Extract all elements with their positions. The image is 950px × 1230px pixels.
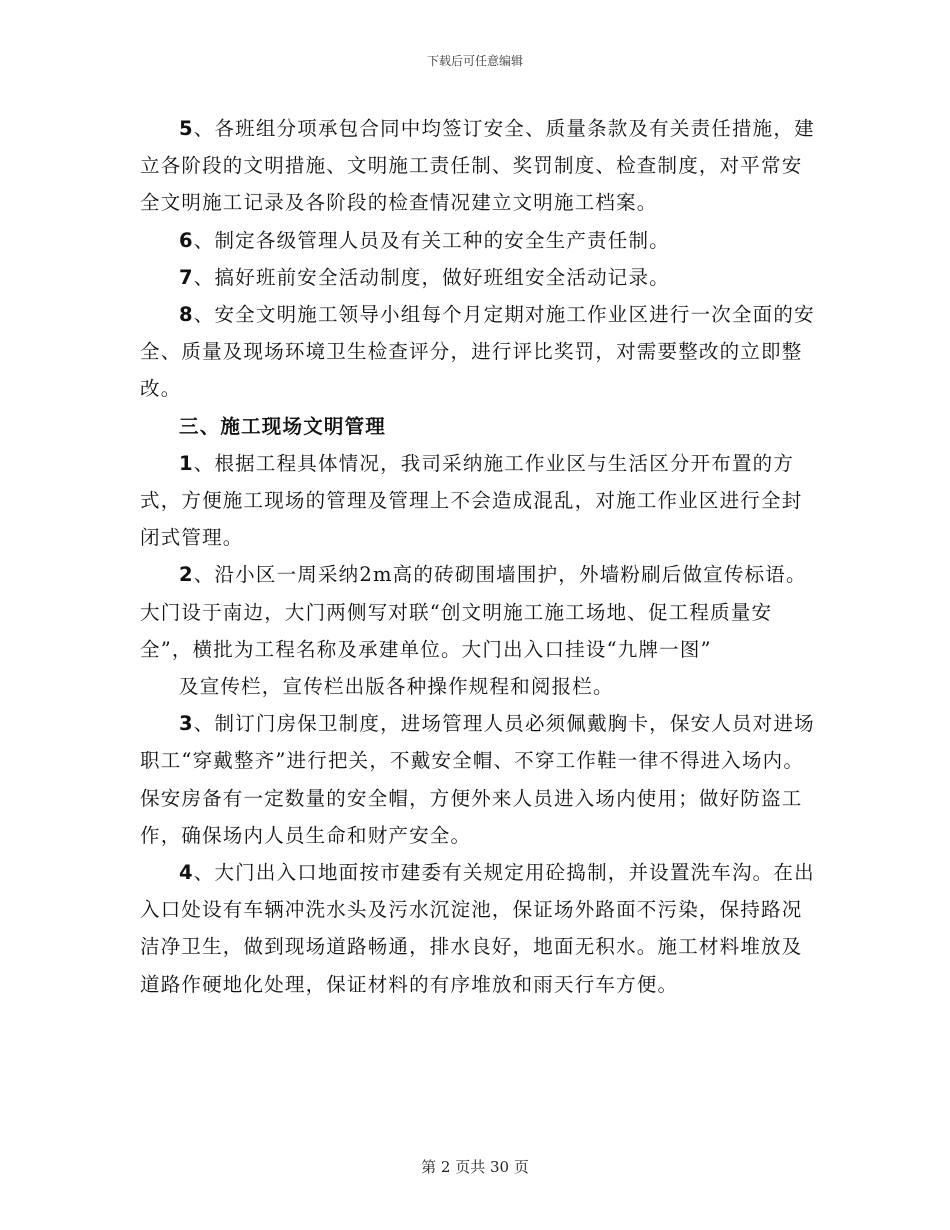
paragraph-text: 、搞好班前安全活动制度，做好班组安全活动记录。 xyxy=(193,265,670,289)
page-footer: 第 2 页共 30 页 xyxy=(421,1158,529,1176)
paragraph-6 xyxy=(140,222,820,259)
paragraph-5 xyxy=(140,110,820,222)
section-paragraph-2 xyxy=(140,556,820,668)
paragraph-8 xyxy=(140,296,820,408)
section-paragraph-2-continued xyxy=(140,668,820,705)
paragraph-text: 、根据工程具体情况，我司采纳施工作业区与生活区分开布置的方式，方便施工现场的管理及管理上不会造成混乱，对施工作业区进行全封闭式管理。 xyxy=(140,451,803,550)
item-number: 8 xyxy=(179,303,194,327)
section-heading: 三、施工现场文明管理 xyxy=(179,414,387,438)
document-body xyxy=(140,110,820,1003)
item-number: 5 xyxy=(179,117,194,140)
paragraph-7 xyxy=(140,259,820,296)
item-number: 4 xyxy=(179,861,194,885)
paragraph-text: 、沿小区一周采纳2m高的砖砌围墙围护，外墙粉刷后做宣传标语。大门设于南边，大门两侧写对联“创文明施工施工场地、促工程质量安全”，横批为工程名称及承建单位。大门出入口挂设“九牌一图” xyxy=(140,563,807,661)
paragraph-text: 、大门出入口地面按市建委有关规定用砼捣制，并设置洗车沟。在出入口处设有车辆冲洗水头及污水沉淀池，保证场外路面不污染，保持路况洁净卫生，做到现场道路畅通，排水良好，地面无积水。施工材料堆放及道路作硬地化处理，保证材料的有序堆放和雨天行车方便。 xyxy=(140,861,815,996)
paragraph-text: 、安全文明施工领导小组每个月定期对施工作业区进行一次全面的安全、质量及现场环境卫生检查评分，进行评比奖罚，对需要整改的立即整改。 xyxy=(140,303,815,401)
item-number: 7 xyxy=(179,265,194,289)
paragraph-text: 及宣传栏，宣传栏出版各种操作规程和阅报栏。 xyxy=(179,675,614,699)
paragraph-text: 、制定各级管理人员及有关工种的安全生产责任制。 xyxy=(193,228,670,252)
paragraph-text: 、制订门房保卫制度，进场管理人员必须佩戴胸卡，保安人员对进场职工“穿戴整齐”进行把关，不戴安全帽、不穿工作鞋一律不得进入场内。保安房备有一定数量的安全帽，方便外来人员进入场内使用；做好防盗工作，确保场内人员生命和财产安全。 xyxy=(140,712,815,847)
section-paragraph-4 xyxy=(140,854,820,1003)
section-paragraph-1 xyxy=(140,445,820,557)
section-paragraph-3 xyxy=(140,705,820,854)
item-number: 6 xyxy=(179,228,194,252)
item-number: 3 xyxy=(179,712,194,736)
item-number: 2 xyxy=(179,563,194,587)
page-header: 下载后可任意编辑 xyxy=(426,54,523,68)
paragraph-text: 、各班组分项承包合同中均签订安全、质量条款及有关责任措施，建立各阶段的文明措施、文明施工责任制、奖罚制度、检查制度，对平常安全文明施工记录及各阶段的检查情况建立文明施工档案。 xyxy=(140,117,815,215)
item-number: 1 xyxy=(179,451,194,475)
